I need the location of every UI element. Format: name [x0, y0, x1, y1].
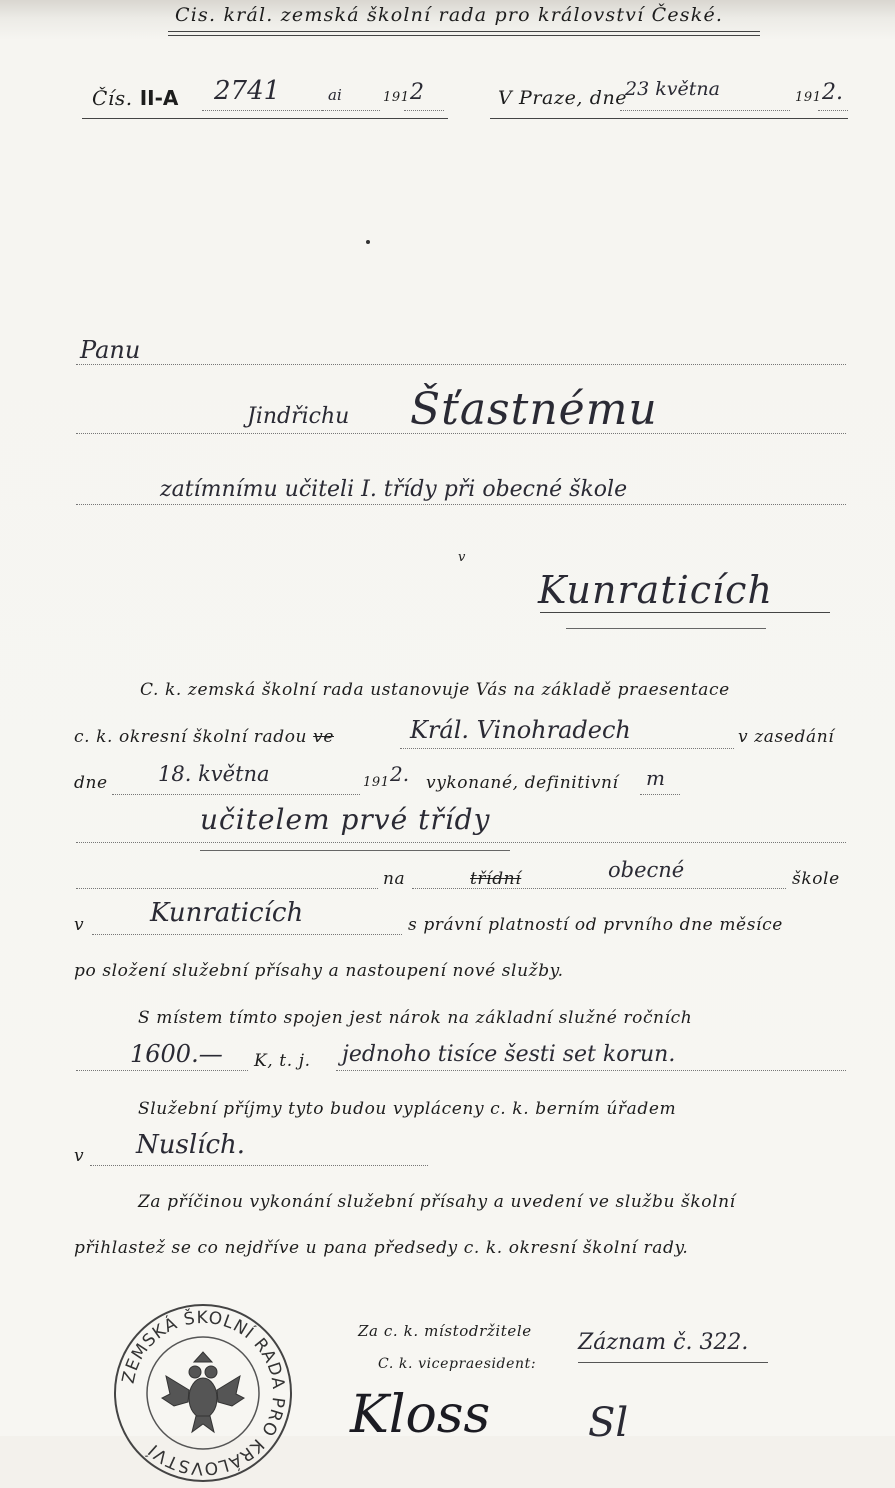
appointment-underline: [200, 850, 510, 851]
handwritten-suffix: m: [646, 766, 665, 790]
reference-ai: ai: [328, 86, 342, 104]
dotted-line: [202, 110, 322, 111]
record-number: Záznam č. 322.: [578, 1330, 749, 1355]
ink-speck: [366, 240, 370, 244]
handwritten-session-date: 18. května: [158, 762, 270, 786]
body-line: v: [74, 915, 85, 935]
handwritten-tax-office: Nuslích.: [136, 1130, 246, 1160]
body-line: na: [383, 869, 406, 889]
dotted-line: [412, 888, 786, 889]
document-header: Cis. král. zemská školní rada pro království České.: [175, 4, 724, 26]
dotted-line: [400, 748, 734, 749]
body-line: c. k. okresní školní radou ve: [74, 727, 334, 747]
dotted-line: [76, 433, 846, 434]
addressee-first-name: Jindřichu: [247, 404, 350, 429]
session-year-prefix: 191: [363, 775, 390, 790]
dotted-line: [112, 794, 360, 795]
place-label: V Praze, dne: [498, 87, 628, 109]
reference-number: 2741: [214, 76, 281, 106]
dotted-line: [76, 364, 846, 365]
body-line: škole: [792, 869, 840, 889]
reference-year-prefix: 191: [383, 90, 410, 105]
handwritten-salary: 1600.—: [130, 1040, 223, 1068]
dotted-line: [640, 794, 680, 795]
issue-year-suffix: 2.: [822, 80, 843, 105]
dotted-line: [404, 110, 444, 111]
body-line: S místem tímto spojen jest nárok na základní služné ročních: [138, 1008, 693, 1028]
dotted-line: [322, 110, 380, 111]
eagle-emblem-icon: [162, 1352, 244, 1432]
signatory-label: Za c. k. místodržitele: [358, 1322, 532, 1340]
dotted-line: [76, 842, 846, 843]
addressee-surname: Šťastnému: [410, 384, 658, 435]
body-line: vykonané, definitivní: [426, 773, 619, 793]
town-preposition: v: [458, 550, 466, 565]
addressee-town: Kunraticích: [538, 568, 773, 612]
header-rule: [168, 35, 760, 36]
reference-label: Čís. II-A: [92, 86, 179, 110]
body-line: v: [74, 1146, 85, 1166]
body-line: C. k. zemská školní rada ustanovuje Vás na základě praesentace: [140, 680, 730, 700]
body-line: Služební příjmy tyto budou vypláceny c. k. berním úřadem: [138, 1099, 677, 1119]
seal-text: ZEMSKÁ ŠKOLNÍ RADA PRO KRÁLOVSTVÍ: [118, 1307, 289, 1479]
issue-year-prefix: 191: [795, 90, 822, 105]
handwritten-appointment: učitelem prvé třídy: [200, 803, 491, 836]
header-rule: [168, 31, 760, 32]
reference-rule: [490, 118, 848, 119]
addressee-position: zatímnímu učiteli I. třídy při obecné škole: [160, 477, 628, 502]
body-line: Za příčinou vykonání služební přísahy a uvedení ve službu školní: [138, 1192, 736, 1212]
reference-rule: [82, 118, 448, 119]
record-underline: [578, 1362, 768, 1363]
dotted-line: [336, 1070, 846, 1071]
reference-year-suffix: 2: [410, 80, 424, 105]
dotted-line: [76, 504, 846, 505]
salutation: Panu: [80, 336, 141, 364]
session-year-suffix: 2.: [390, 762, 410, 786]
town-underline: [540, 612, 830, 613]
second-signature: Sl: [588, 1400, 629, 1446]
struck-word: ve: [313, 727, 334, 747]
reference-series: II-A: [139, 86, 179, 110]
body-line: po složení služební přísahy a nastoupení nové služby.: [74, 961, 564, 981]
handwritten-school-type: obecné: [608, 858, 685, 882]
official-signature: Kloss: [350, 1385, 491, 1445]
signatory-title: C. k. vicepraesident:: [378, 1356, 537, 1372]
dotted-line: [818, 110, 848, 111]
struck-word: třídní: [470, 869, 522, 889]
body-line: v zasedání: [738, 727, 835, 747]
body-line: s právní platností od prvního dne měsíce: [408, 915, 783, 935]
handwritten-district: Král. Vinohradech: [410, 716, 631, 744]
handwritten-town: Kunraticích: [150, 898, 304, 928]
dotted-line: [90, 1165, 428, 1166]
school-board-seal: [108, 1298, 298, 1488]
body-line: přihlastež se co nejdříve u pana předsedy c. k. okresní školní rady.: [74, 1238, 689, 1258]
handwritten-salary-words: jednoho tisíce šesti set korun.: [342, 1042, 676, 1067]
dotted-line: [76, 888, 378, 889]
dotted-line: [92, 934, 402, 935]
dotted-line: [620, 110, 790, 111]
body-line: dne: [74, 773, 108, 793]
body-line: K, t. j.: [254, 1051, 311, 1071]
dotted-line: [76, 1070, 248, 1071]
issue-date: 23 května: [625, 78, 720, 100]
town-underline: [566, 628, 766, 629]
